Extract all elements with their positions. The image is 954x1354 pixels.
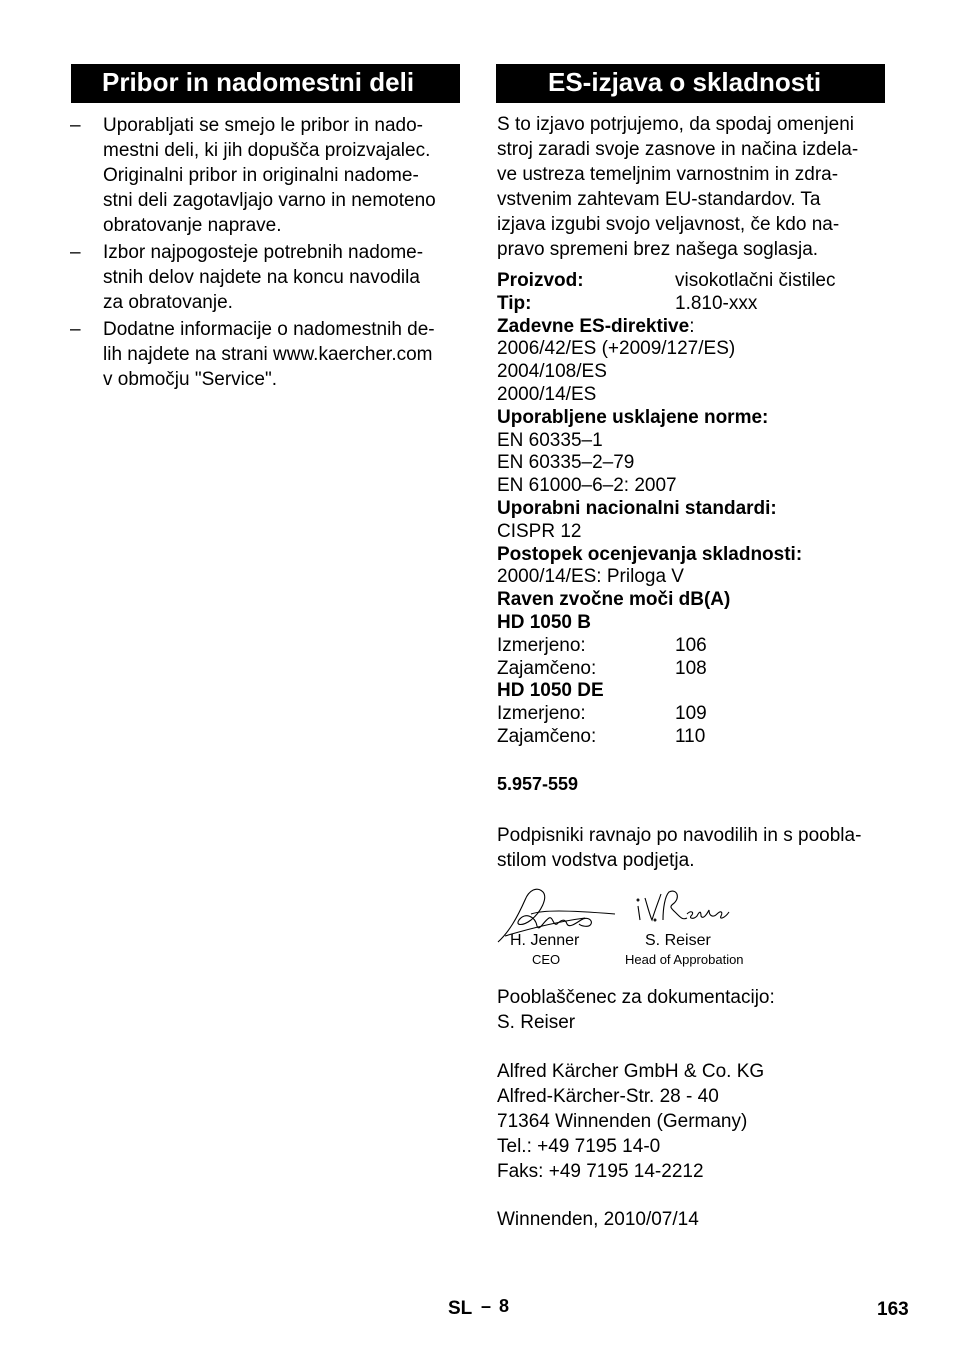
norm-item: EN 61000–6–2: 2007	[497, 475, 677, 497]
model-name: HD 1050 DE	[497, 680, 604, 702]
address-line: Faks: +49 7195 14-2212	[497, 1161, 704, 1182]
guaranteed-label: Zajamčeno:	[497, 657, 597, 679]
norm-item: EN 60335–1	[497, 429, 603, 451]
directive-item: 2006/42/ES (+2009/127/ES)	[497, 338, 736, 360]
guaranteed-row	[497, 726, 897, 749]
product-label: Proizvod:	[497, 270, 584, 291]
measured-row	[497, 635, 897, 658]
guaranteed-value: 108	[675, 657, 707, 679]
document-number: 5.957-559	[497, 774, 579, 794]
address-line: Alfred-Kärcher-Str. 28 - 40	[497, 1086, 719, 1107]
intro-line: izjava izgubi svojo veljavnost, če kdo na-	[497, 214, 840, 235]
directive-item: 2000/14/ES	[497, 383, 597, 405]
dash-bullet: –	[70, 242, 81, 263]
list-text-line: stnih delov najdete na koncu navodila	[103, 267, 420, 288]
product-value: visokotlačni čistilec	[675, 270, 836, 291]
company-address	[497, 1059, 764, 1184]
signature-note	[497, 823, 861, 873]
model-name: HD 1050 B	[497, 611, 591, 633]
intro-line: S to izjavo potrjujemo, da spodaj omenjeni	[497, 114, 854, 135]
page-number: 163	[877, 1299, 909, 1320]
list-text-line: stni deli zagotavljajo varno in nemoteno	[103, 190, 436, 211]
measured-label: Izmerjeno:	[497, 634, 586, 656]
list-text-line: Izbor najpogosteje potrebnih nadome-	[103, 242, 424, 263]
list-text-line: Uporabljati se smejo le pribor in nado-	[103, 115, 423, 136]
product-row	[497, 270, 897, 293]
address-line: Alfred Kärcher GmbH & Co. KG	[497, 1061, 765, 1082]
accessories-list	[70, 113, 465, 392]
measured-label: Izmerjeno:	[497, 703, 586, 725]
sound-power-label: Raven zvočne moči dB(A)	[497, 589, 731, 611]
doc-auth-line: Pooblaščenec za dokumentacijo:	[497, 987, 775, 1008]
conformity-procedure-item: 2000/14/ES: Priloga V	[497, 566, 684, 588]
doc-auth-line: S. Reiser	[497, 1012, 576, 1033]
list-text-line: za obratovanje.	[103, 292, 233, 313]
measured-value: 109	[675, 703, 707, 725]
signer-name: S. Reiser	[645, 932, 711, 949]
intro-line: stroj zaradi svoje zasnove in načina izdela-	[497, 139, 859, 160]
measured-row	[497, 703, 897, 726]
type-value: 1.810-xxx	[675, 292, 758, 314]
signer-role: Head of Approbation	[625, 952, 744, 967]
declaration-details	[497, 270, 897, 749]
list-item	[70, 240, 465, 315]
declaration-intro	[497, 112, 897, 262]
signer-name: H. Jenner	[510, 932, 580, 949]
place-date: Winnenden, 2010/07/14	[497, 1209, 699, 1230]
national-standards-label: Uporabni nacionalni standardi:	[497, 497, 777, 519]
measured-value: 106	[675, 634, 707, 656]
list-text-line: obratovanje naprave.	[103, 215, 282, 236]
section-heading-declaration: ES-izjava o skladnosti	[496, 64, 885, 103]
footer-dash: –	[481, 1296, 492, 1316]
address-line: 71364 Winnenden (Germany)	[497, 1111, 748, 1132]
list-text-line: mestni deli, ki jih dopušča proizvajalec.	[103, 140, 431, 161]
dash-bullet: –	[70, 319, 81, 340]
national-standard-item: CISPR 12	[497, 520, 582, 542]
intro-line: pravo spremeni brez našega soglasja.	[497, 239, 819, 260]
type-label: Tip:	[497, 292, 532, 314]
guaranteed-value: 110	[675, 725, 706, 747]
list-item	[70, 113, 465, 238]
dash-bullet: –	[70, 115, 81, 136]
norm-item: EN 60335–2–79	[497, 452, 635, 474]
signer-role: CEO	[532, 952, 561, 967]
signature-note-line: stilom vodstva podjetja.	[497, 850, 695, 871]
list-text-line: v območju "Service".	[103, 369, 277, 390]
signature-reiser	[637, 891, 729, 921]
guaranteed-row	[497, 658, 897, 681]
intro-line: ve ustreza temeljnim varnostnim in zdra-	[497, 164, 839, 185]
signature-note-line: Podpisniki ravnajo po navodilih in s poobla-	[497, 825, 862, 846]
conformity-procedure-label: Postopek ocenjevanja skladnosti:	[497, 543, 803, 565]
norms-label: Uporabljene usklajene norme:	[497, 406, 769, 428]
type-row	[497, 293, 897, 316]
guaranteed-label: Zajamčeno:	[497, 725, 597, 747]
list-text-line: Originalni pribor in originalni nadome-	[103, 165, 419, 186]
directives-label: Zadevne ES-direktive	[497, 315, 690, 337]
directive-item: 2004/108/ES	[497, 361, 607, 383]
directives-colon: :	[689, 315, 695, 337]
directives-heading	[497, 316, 897, 339]
address-line: Tel.: +49 7195 14-0	[497, 1136, 661, 1157]
footer-section-page: 8	[499, 1296, 510, 1316]
documentation-representative	[497, 985, 775, 1035]
section-heading-accessories: Pribor in nadomestni deli	[71, 64, 460, 103]
list-text-line: Dodatne informacije o nadomestnih de-	[103, 319, 435, 340]
footer-language: SL	[448, 1298, 473, 1319]
list-item	[70, 317, 465, 392]
list-text-line: lih najdete na strani www.kaercher.com	[103, 344, 433, 365]
intro-line: vstvenim zahtevam EU-standardov. Ta	[497, 189, 821, 210]
